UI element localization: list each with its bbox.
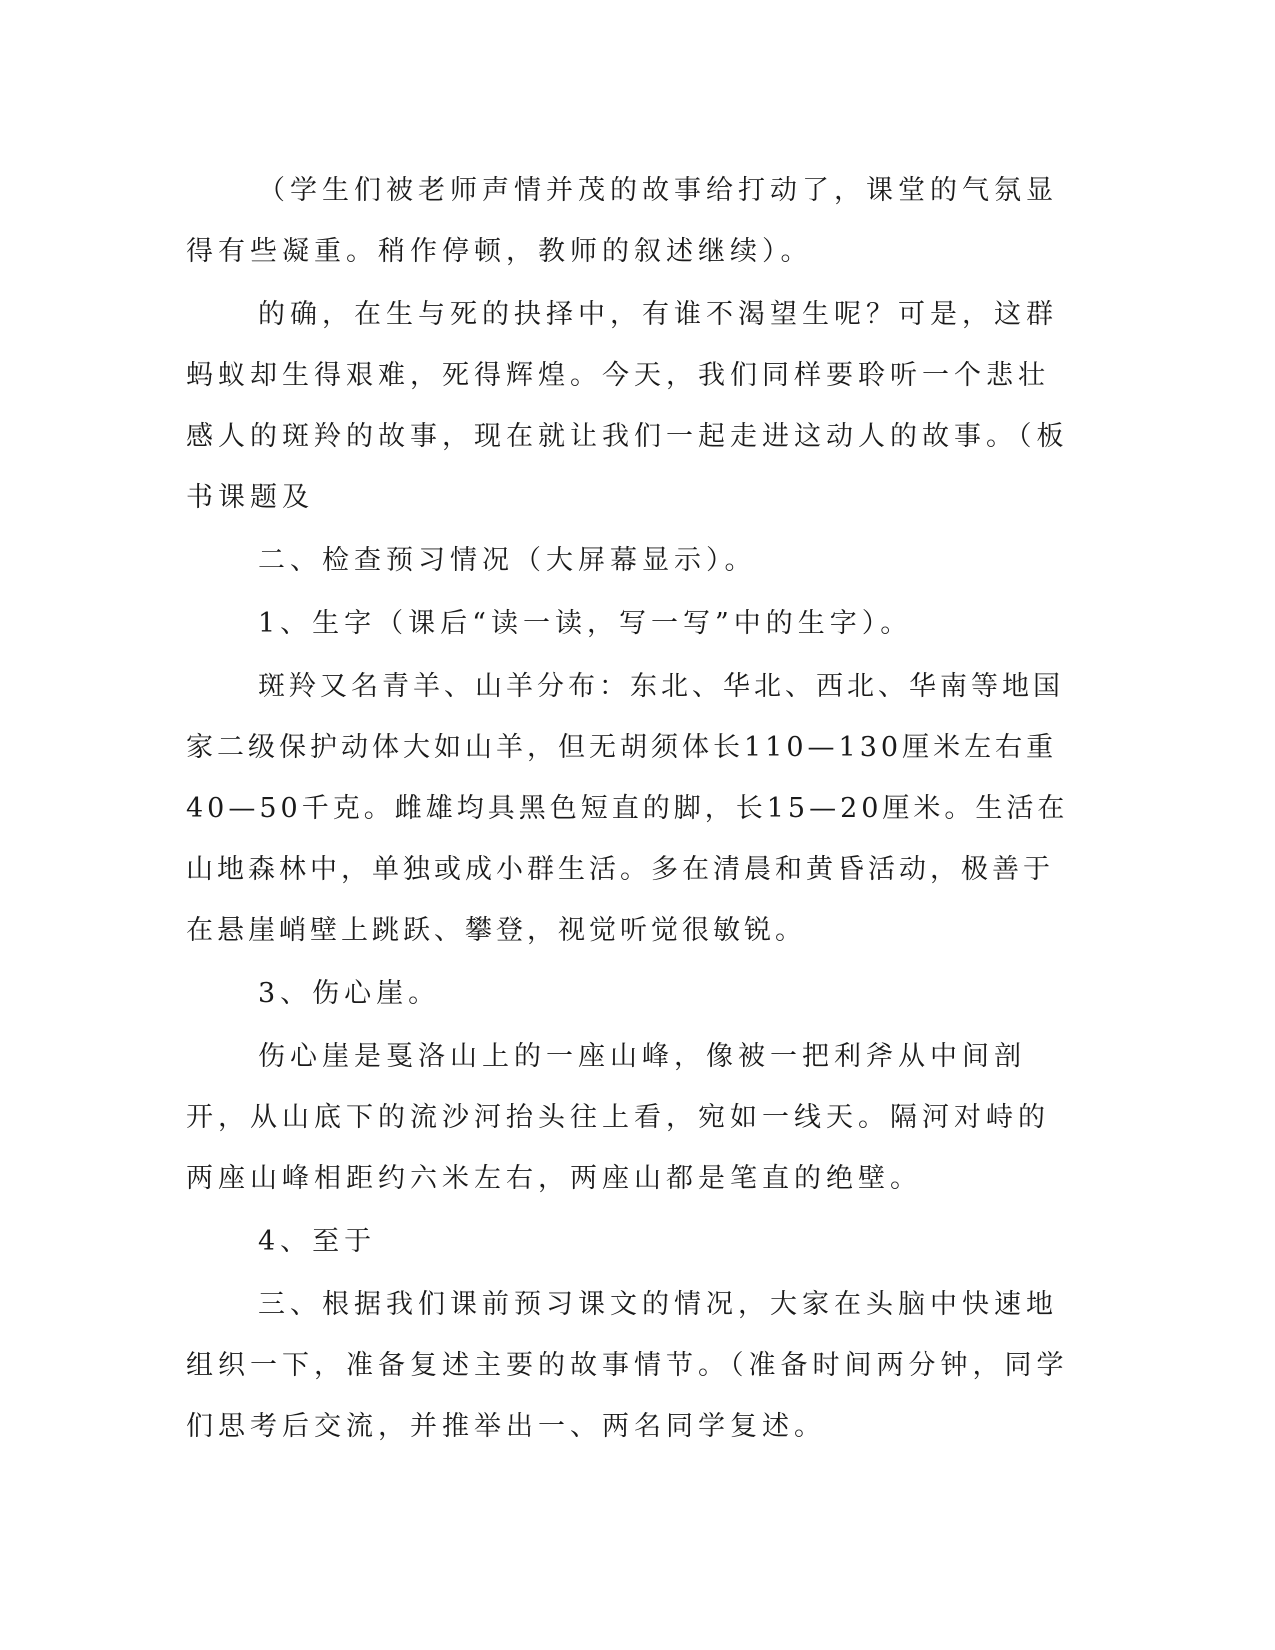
paragraph-item-four: 4、至于 [258,1226,377,1257]
paragraph-section-two-heading: 二、检查预习情况（大屏幕显示）。 [258,545,757,576]
paragraph-item-heartbreak-cliff: 3、伤心崖。 [258,978,441,1009]
paragraph-item-new-words: 1、生字（课后“读一读，写一写”中的生字）。 [258,608,913,639]
paragraph-goral-description: 斑羚又名青羊、山羊分布：东北、华北、西北、华南等地国家二级保护动体大如山羊，但无胡须体长110—130厘米左右重40—50千克。雌雄均具黑色短直的脚，长15—20厘米。生活在山地森林中，单独或成小群生活。多在清晨和黄昏活动，极善于在悬崖峭壁上跳跃、攀登，视觉听觉很敏锐。 [186,671,1069,946]
paragraph-student-reaction: （学生们被老师声情并茂的故事给打动了，课堂的气氛显得有些凝重。稍作停顿，教师的叙述继续）。 [186,175,1058,267]
document-body [186,160,1071,1459]
paragraph-cliff-description: 伤心崖是戛洛山上的一座山峰，像被一把利斧从中间剖开，从山底下的流沙河抬头往上看，宛如一线天。隔河对峙的两座山峰相距约六米左右，两座山都是笔直的绝壁。 [186,1041,1050,1194]
paragraph-ants-story: 的确，在生与死的抉择中，有谁不渴望生呢？可是，这群蚂蚁却生得艰难，死得辉煌。今天，我们同样要聆听一个悲壮感人的斑羚的故事，现在就让我们一起走进这动人的故事。（板书课题及 [186,299,1069,513]
paragraph-section-three: 三、根据我们课前预习课文的情况，大家在头脑中快速地组织一下，准备复述主要的故事情节。（准备时间两分钟，同学们思考后交流，并推举出一、两名同学复述。 [186,1289,1069,1442]
